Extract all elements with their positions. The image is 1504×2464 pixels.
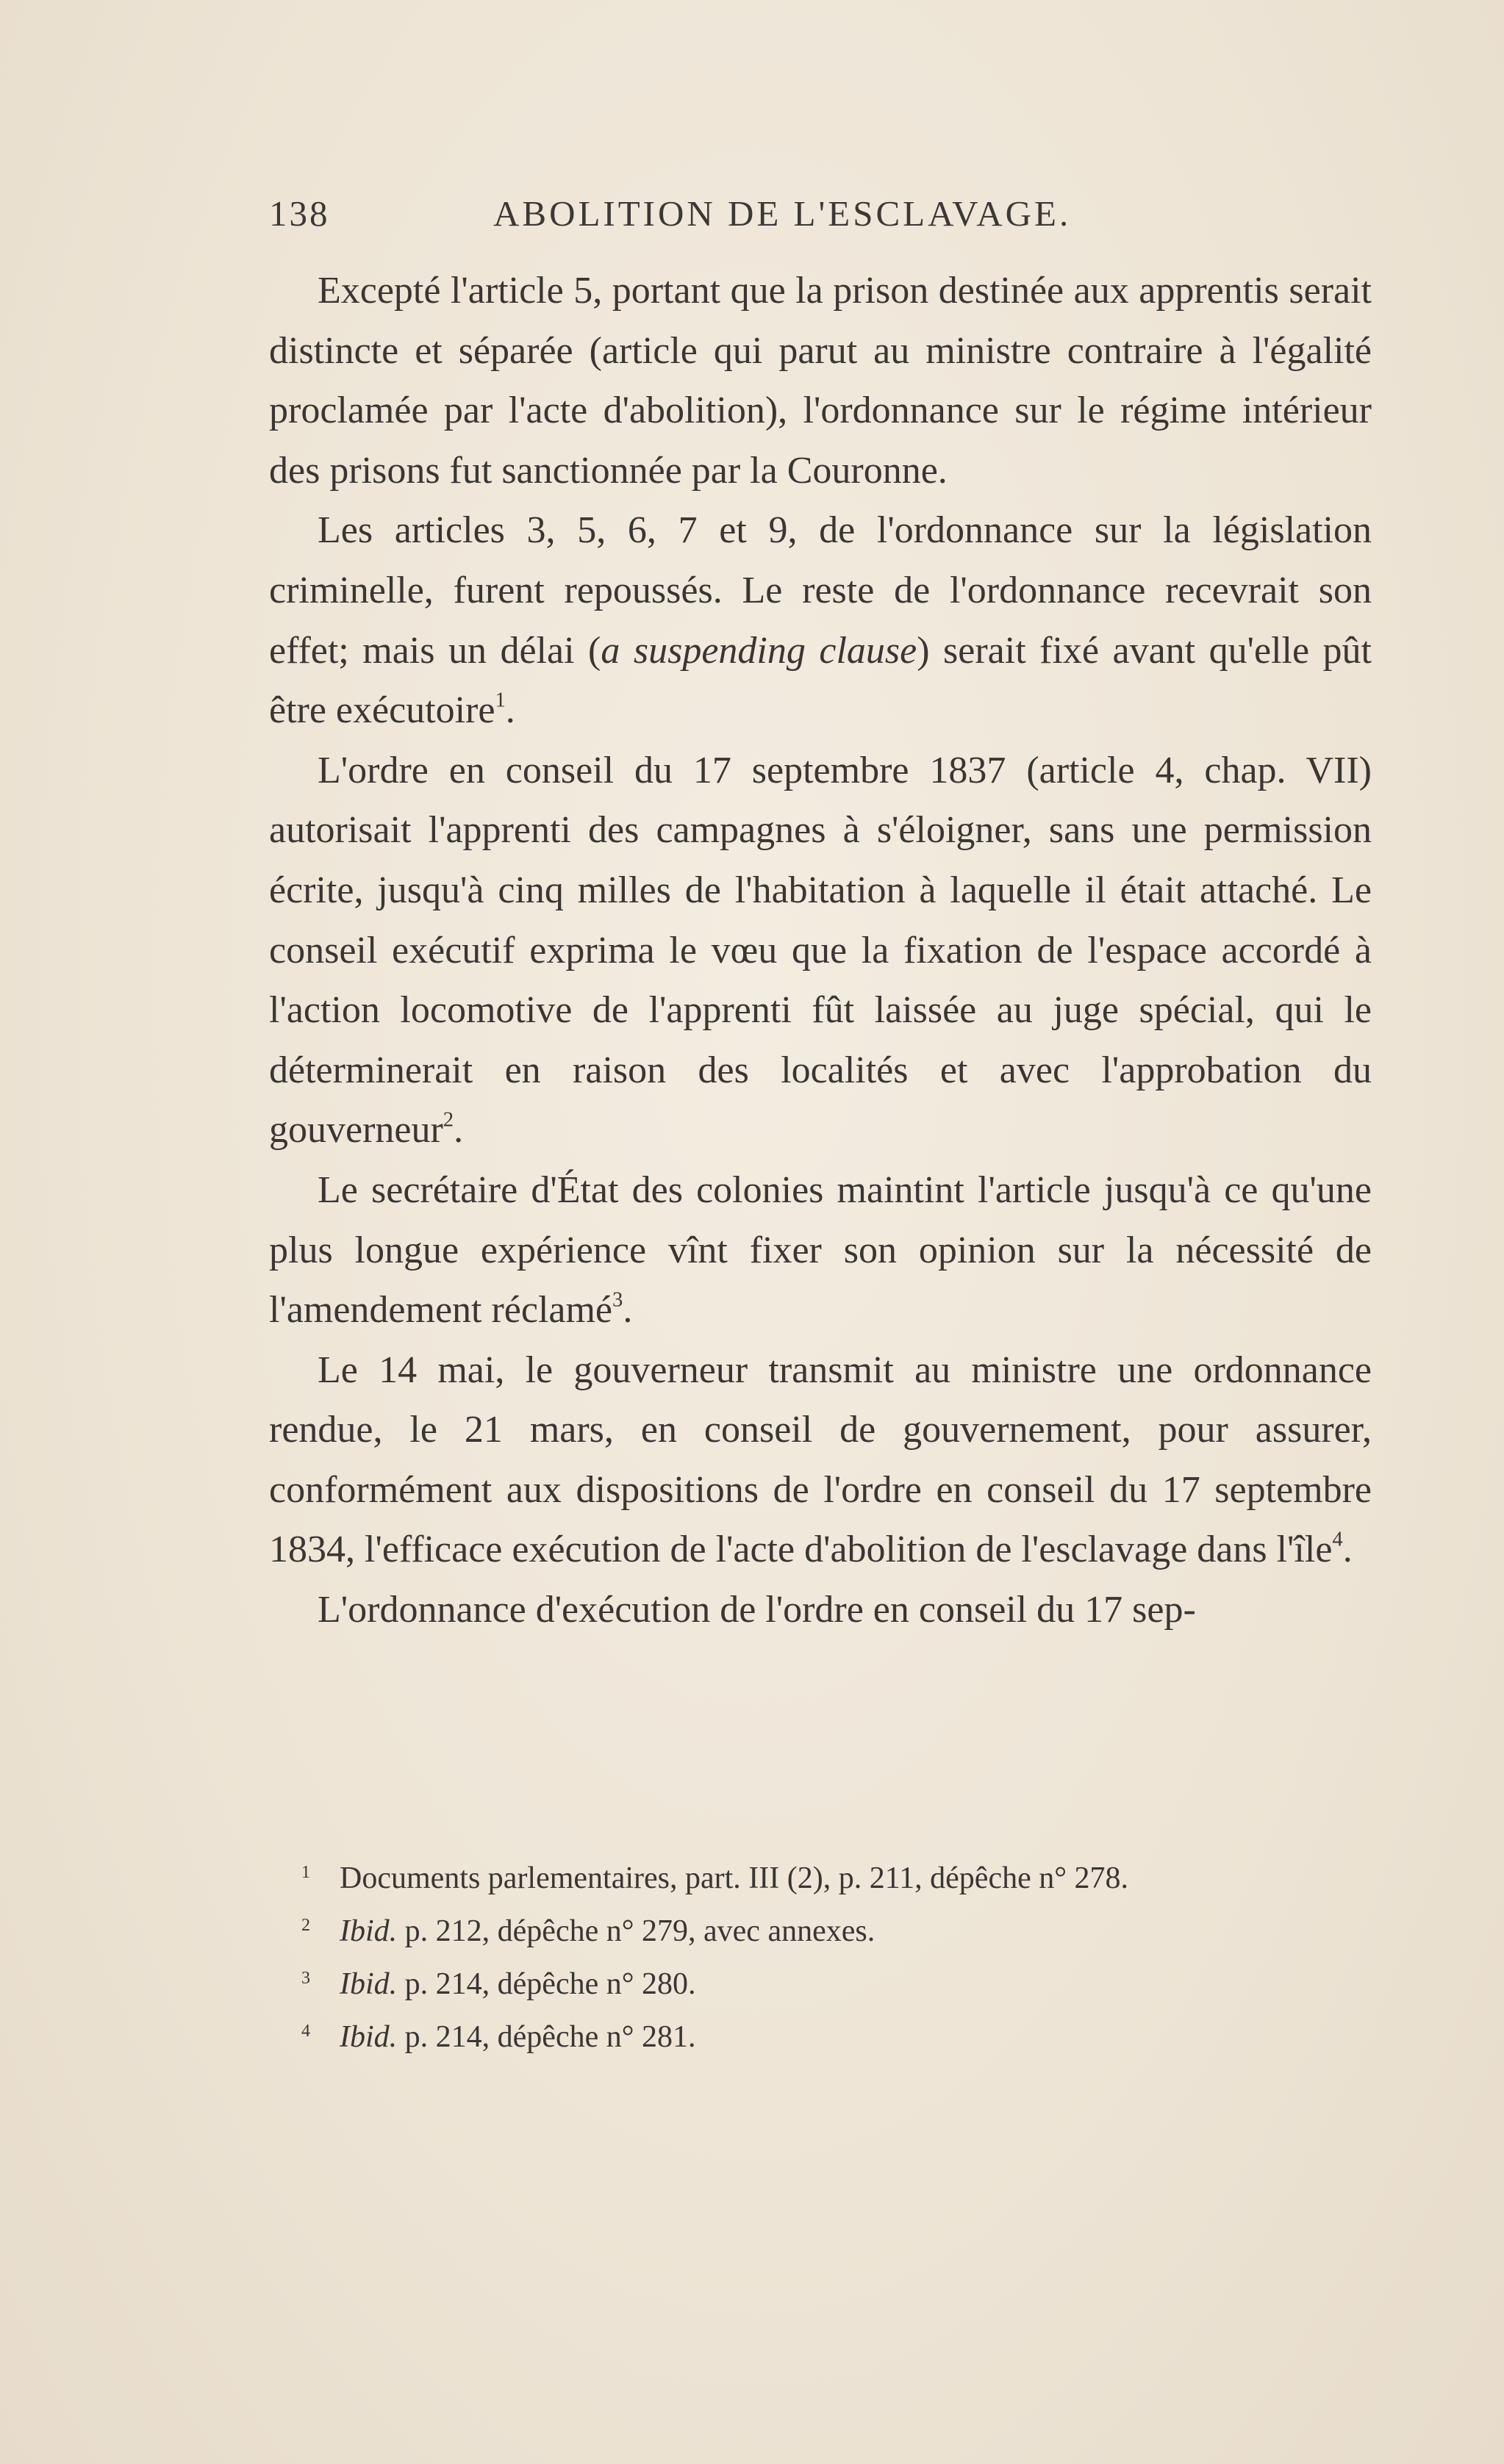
footnote-ref: 2 — [443, 1108, 454, 1132]
text-run: Les articles 3, 5, 6, 7 et 9, de l'ordonnance sur la législation criminelle, furent repoussés. Le reste de l'ordonnance recevrait son effet; mais un délai ( — [269, 509, 1372, 672]
body-text — [269, 261, 1372, 1640]
footnote-mark: 4 — [301, 2022, 310, 2041]
footnote-mark: 1 — [301, 1863, 310, 1882]
footnote-mark: 3 — [301, 1969, 310, 1988]
paragraph — [269, 1580, 1372, 1640]
text-run: L'ordre en conseil du 17 septembre 1837 (article 4, chap. VII) autorisait l'apprenti des campagnes à s'éloigner, sans une permission écrite, jusqu'à cinq milles de l'habitation à laquelle il était attaché. Le conseil exécutif exprima le vœu que la fixation de l'espace accordé à l'action locomotive de l'apprenti fût laissée au juge spécial, qui le déterminerait en raison des localités et avec l'approbation du gouverneur — [269, 749, 1372, 1152]
text-run: . — [454, 1109, 464, 1152]
footnotes — [301, 1852, 1382, 2063]
running-title: ABOLITION DE L'ESCLAVAGE. — [493, 193, 1072, 234]
text-run: Documents parlementaires, part. III (2), p. 211, dépêche n° 278. — [340, 1861, 1129, 1895]
footnote-mark: 2 — [301, 1916, 310, 1935]
text-run: Excepté l'article 5, portant que la prison destinée aux apprentis serait distincte et séparée (article qui parut au ministre contraire à l'égalité proclamée par l'acte d'abolition), l'ordonnance sur le régime intérieur des prisons fut sanctionnée par la Couronne. — [269, 270, 1372, 492]
running-head — [269, 193, 1141, 244]
footnote-ref: 1 — [495, 689, 506, 712]
footnote — [301, 2011, 1382, 2063]
footnote — [301, 1852, 1382, 1905]
italic-text: Ibid. — [340, 1914, 398, 1948]
text-run: ) serait fixé avant qu'elle pût être exécutoire — [269, 629, 1372, 732]
paragraph — [269, 1340, 1372, 1580]
italic-text: Ibid. — [340, 2020, 398, 2054]
paragraph — [269, 1160, 1372, 1340]
text-run: p. 214, dépêche n° 280. — [397, 1967, 696, 2001]
text-run: . — [623, 1289, 633, 1332]
text-run: p. 214, dépêche n° 281. — [397, 2020, 696, 2054]
italic-text: a suspending clause — [601, 629, 917, 672]
footnote-ref: 4 — [1332, 1529, 1343, 1552]
text-run: Le secrétaire d'État des colonies maintint l'article jusqu'à ce qu'une plus longue expérience vînt fixer son opinion sur la nécessité de l'amendement réclamé — [269, 1168, 1372, 1332]
italic-text: Ibid. — [340, 1967, 398, 2001]
text-run: . — [505, 689, 515, 732]
text-run: L'ordonnance d'exécution de l'ordre en conseil du 17 sep- — [318, 1589, 1196, 1631]
text-run: p. 212, dépêche n° 279, avec annexes. — [397, 1914, 875, 1948]
footnote — [301, 1905, 1382, 1958]
text-run: . — [1342, 1529, 1353, 1571]
footnote-ref: 3 — [612, 1288, 623, 1312]
paragraph — [269, 741, 1372, 1160]
footnote — [301, 1958, 1382, 2011]
text-run: Le 14 mai, le gouverneur transmit au ministre une ordonnance rendue, le 21 mars, en conseil de gouvernement, pour assurer, conformément aux dispositions de l'ordre en conseil du 17 septembre 1834, l'efficace exécution de l'acte d'abolition de l'esclavage dans l'île — [269, 1348, 1372, 1571]
paragraph — [269, 261, 1372, 500]
paragraph — [269, 500, 1372, 740]
page-number: 138 — [269, 193, 330, 234]
